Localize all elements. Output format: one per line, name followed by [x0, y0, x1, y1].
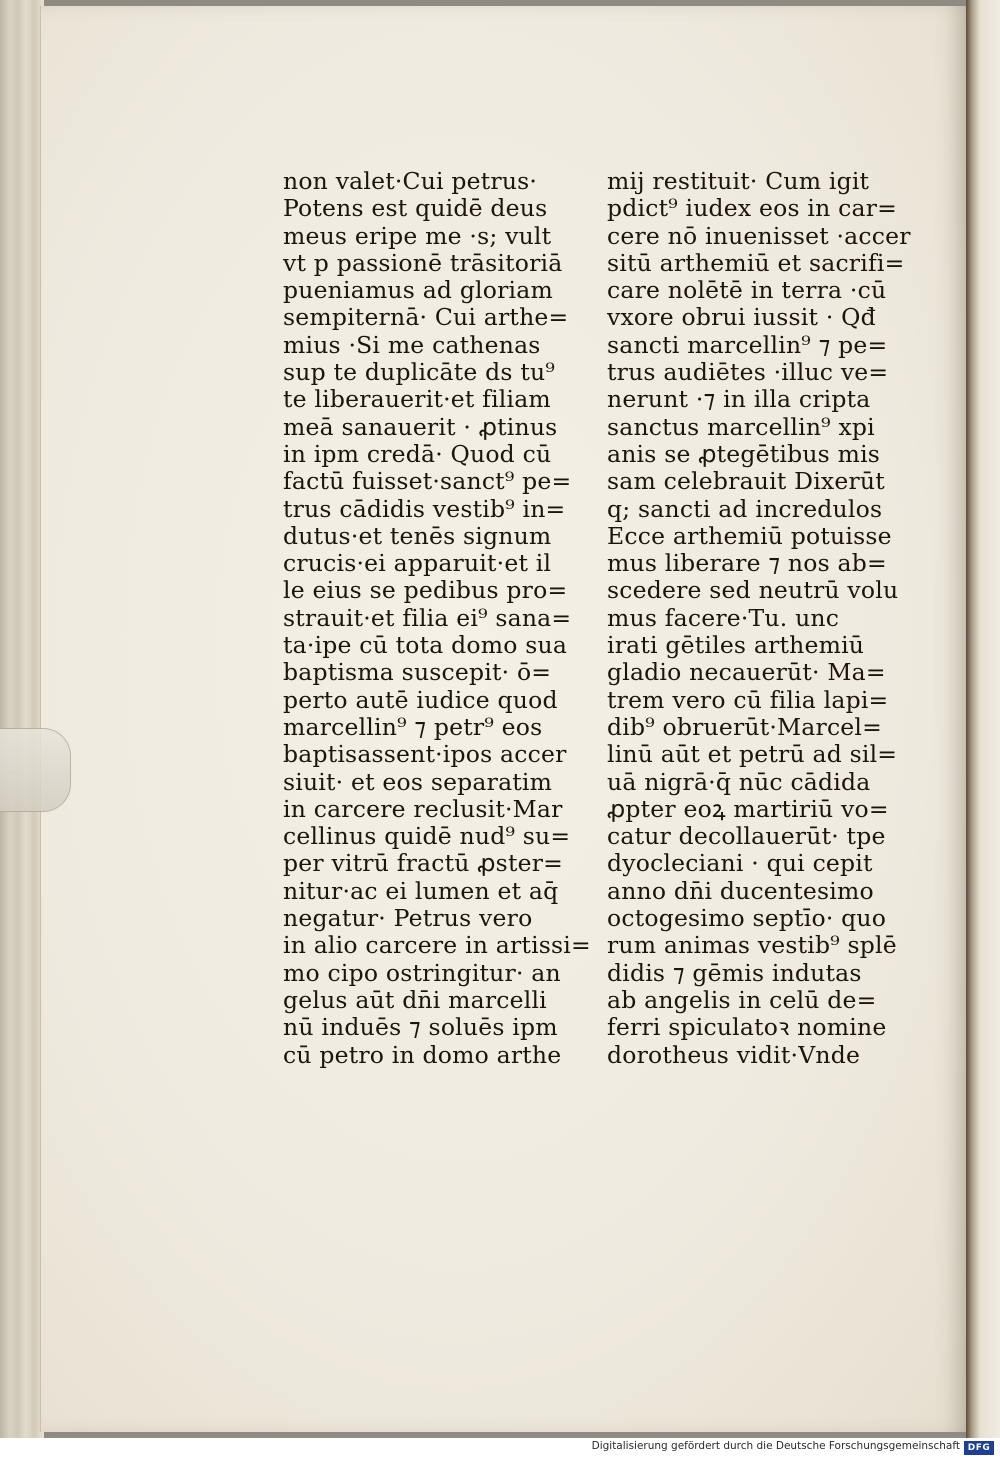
- right-column-line: dyocleciani · qui cepit: [607, 849, 873, 878]
- digitization-credit: Digitalisierung gefördert durch die Deutsche Forschungsgemeinschaft: [591, 1440, 960, 1452]
- right-column-line: cere nō inuenisset ·accer: [607, 221, 911, 250]
- left-column-line: baptisassent·ipos accer: [283, 740, 567, 769]
- left-column-line: nū induēs ⁊ soluēs ipm: [283, 1013, 558, 1042]
- left-column-line: per vitrū fractū ꝓster=: [283, 849, 564, 878]
- right-column-line: anis se ꝓtegētibus mis: [607, 439, 881, 468]
- left-column-line: mo cipo ostringitur· an: [283, 958, 561, 987]
- text-column-left: [283, 167, 591, 1069]
- left-column-line: mius ·Si me cathenas: [283, 330, 541, 359]
- left-column-line: factū fuisset·sanct⁹ pe=: [283, 467, 572, 496]
- right-column-line: vxore obrui iussit · Qđ: [607, 303, 876, 332]
- right-column-line: gladio necauerūt· Ma=: [607, 658, 886, 687]
- right-column-line: mus liberare ⁊ nos ab=: [607, 549, 887, 578]
- right-column-line: sanctus marcellin⁹ xpi: [607, 412, 875, 441]
- right-column-line: Ecce arthemiū potuisse: [607, 521, 892, 550]
- right-column-line: scedere sed neutrū volu: [607, 576, 899, 605]
- right-column-line: octogesimo septīo· quo: [607, 904, 887, 933]
- left-column-line: in ipm credā· Quod cū: [283, 439, 552, 468]
- right-column-line: ꝓpter eoꝝ martiriū vo=: [607, 794, 889, 823]
- left-column-line: ta·ipe cū tota domo sua: [283, 631, 568, 660]
- left-column-line: le eius se pedibus pro=: [283, 576, 568, 605]
- left-column-line: meus eripe me ·s; vult: [283, 221, 552, 250]
- left-column-line: trus cādidis vestib⁹ in=: [283, 494, 566, 523]
- left-column-line: vt p passionē trāsitoriā: [283, 248, 563, 277]
- left-column-line: meā sanauerit · ꝓtinus: [283, 412, 558, 441]
- right-column-line: ferri spiculatoꝛ nomine: [607, 1013, 887, 1042]
- left-column-line: te liberauerit·et filiam: [283, 385, 551, 414]
- right-column-line: didis ⁊ gēmis indutas: [607, 958, 862, 987]
- right-column-line: sam celebrauit Dixerūt: [607, 467, 885, 496]
- left-column-line: Potens est quidē deus: [283, 194, 548, 223]
- left-column-line: negatur· Petrus vero: [283, 904, 533, 933]
- left-column-line: crucis·ei apparuit·et il: [283, 549, 552, 578]
- right-column-line: sitū arthemiū et sacrifi=: [607, 248, 905, 277]
- right-column-line: dib⁹ obruerūt·Marcel=: [607, 712, 883, 741]
- left-column-line: cū petro in domo arthe: [283, 1040, 562, 1069]
- facing-page-edge: [966, 0, 1000, 1438]
- page-clip: [0, 728, 71, 812]
- left-column-line: baptisma suscepit· ō=: [283, 658, 552, 687]
- text-column-right: [607, 167, 911, 1069]
- right-column-line: ab angelis in celū de=: [607, 985, 877, 1014]
- left-column-line: strauit·et filia ei⁹ sana=: [283, 603, 572, 632]
- right-column-line: uā nigrā·q̄ nūc cādida: [607, 767, 871, 796]
- left-column-line: in carcere reclusit·Mar: [283, 794, 563, 823]
- left-column-line: perto autē iudice quod: [283, 685, 558, 714]
- book-page-edges: [0, 0, 44, 1438]
- right-column-line: q; sancti ad incredulos: [607, 494, 883, 523]
- right-column-line: pdict⁹ iudex eos in car=: [607, 194, 898, 223]
- left-column-line: siuit· et eos separatim: [283, 767, 553, 796]
- right-column-line: irati gētiles arthemiū: [607, 631, 865, 660]
- right-column-line: anno dn̄i ducentesimo: [607, 876, 874, 905]
- right-column-line: trus audiētes ·illuc ve=: [607, 358, 889, 387]
- dfg-logo: DFG: [964, 1441, 994, 1455]
- right-column-line: mij restituit· Cum igit: [607, 167, 870, 195]
- left-column-line: marcellin⁹ ⁊ petr⁹ eos: [283, 712, 543, 741]
- left-column-line: in alio carcere in artissi=: [283, 931, 591, 960]
- left-column-line: dutus·et tenēs signum: [283, 521, 552, 550]
- right-column-line: rum animas vestib⁹ splē: [607, 931, 897, 960]
- right-column-line: dorotheus vidit·Vnde: [607, 1040, 861, 1069]
- right-column-line: mus facere·Tu. unc: [607, 603, 840, 632]
- left-column-line: sempiternā· Cui arthe=: [283, 303, 569, 332]
- right-column-line: care nolētē in terra ·cū: [607, 276, 887, 305]
- right-column-line: sancti marcellin⁹ ⁊ pe=: [607, 330, 888, 359]
- right-column-line: catur decollauerūt· tpe: [607, 822, 886, 851]
- left-column-line: non valet·Cui petrus·: [283, 167, 538, 195]
- left-column-line: sup te duplicāte ds tu⁹: [283, 358, 555, 387]
- left-column-line: nitur·ac ei lumen et aq̄: [283, 876, 559, 905]
- right-column-line: linū aūt et petrū ad sil=: [607, 740, 898, 769]
- left-column-line: cellinus quidē nud⁹ su=: [283, 822, 571, 851]
- left-column-line: pueniamus ad gloriam: [283, 276, 553, 305]
- right-column-line: nerunt ·⁊ in illa cripta: [607, 385, 871, 414]
- left-column-line: gelus aūt dn̄i marcelli: [283, 985, 547, 1014]
- right-column-line: trem vero cū filia lapi=: [607, 685, 889, 714]
- footer-bar: [0, 1438, 1000, 1458]
